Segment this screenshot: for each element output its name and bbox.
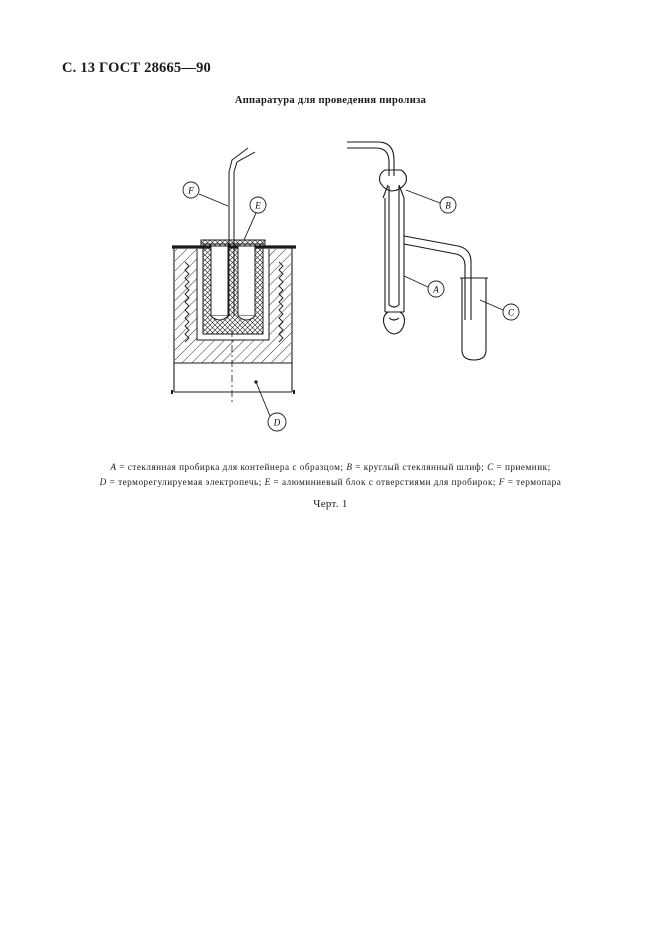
legend-text-E: = алюминиевый блок с отверстиями для пробирок; [270, 477, 499, 487]
label-D [255, 381, 286, 431]
label-A-text: A [433, 284, 439, 295]
pyrolysis-apparatus-drawing [0, 0, 661, 450]
figure-number: Черт. 1 [313, 498, 348, 510]
legend-letter-F: F [498, 477, 505, 487]
label-D-text: D [273, 417, 281, 428]
legend-line-2 [0, 475, 661, 490]
label-E-text: E [255, 200, 261, 211]
legend-line-1 [0, 460, 661, 475]
legend-text-D: = терморегулируемая электропечь; [106, 477, 265, 487]
legend-letter-A: A [110, 462, 117, 472]
label-F-text: F [188, 185, 194, 196]
legend-text-C: = приемник; [493, 462, 551, 472]
legend-text-B: = круглый стеклянный шлиф; [352, 462, 488, 472]
label-C-text: C [507, 307, 515, 318]
legend-letter-B: B [346, 462, 353, 472]
legend-letter-E: E [264, 477, 271, 487]
figure-legend [0, 460, 661, 490]
legend-text-F: = термопара [504, 477, 562, 487]
legend-text-A: = стеклянная пробирка для контейнера с образцом; [116, 462, 347, 472]
page-header: С. 13 ГОСТ 28665—90 [62, 60, 211, 76]
aluminium-block [201, 240, 265, 334]
legend-letter-D: D [99, 477, 107, 487]
glass-apparatus [347, 142, 488, 360]
legend-letter-C: C [487, 462, 494, 472]
figure-title: Аппаратура для проведения пиролиза [234, 95, 427, 106]
label-B-text: B [445, 200, 451, 211]
